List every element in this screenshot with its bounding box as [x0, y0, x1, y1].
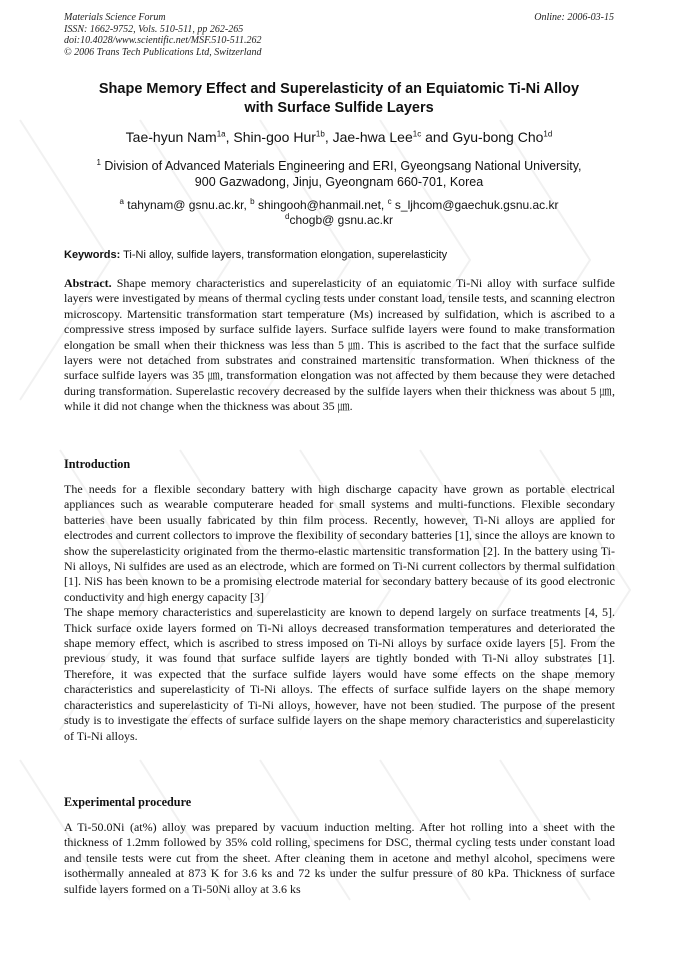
- author-affiliation-mark: 1a: [216, 129, 226, 139]
- journal-copyright: © 2006 Trans Tech Publications Ltd, Switzerland: [64, 46, 262, 58]
- journal-doi: doi:10.4028/www.scientific.net/MSF.510-511.262: [64, 35, 262, 46]
- abstract-text: Shape memory characteristics and superelasticity of an equiatomic Ti-Ni alloy with surface sulfide layers were investigated by means of thermal cycling tests under constant load, tensile tests, and scanning electron microscopy. Martensitic transformation start temperature (Ms) increased by sulfidation, which is ascribed to a compressive stress imposed by surface sulfide layers. Surface sulfide layers were found to make transformation elongation be small when their thickness was less than 5 ㎛. This is ascribed to the fact that the surface sulfide layers were not detached from substrates and constrained martensitic transformation. When thickness of the surface sulfide layers was 35 ㎛, transformation elongation was not affected by them because they were detached during transformation. Superelastic recovery decreased by the sulfide layers when their thickness was about 5 ㎛, while it did not change when the thickness was about 35 ㎛.: [64, 276, 615, 414]
- email-mark: c: [387, 197, 392, 206]
- author-separator: ,: [225, 129, 234, 145]
- title-line-2: with Surface Sulfide Layers: [244, 100, 434, 116]
- abstract-label: Abstract.: [64, 276, 112, 290]
- keywords-label: Keywords:: [64, 249, 121, 261]
- author-separator: and: [421, 129, 453, 145]
- author-name: Shin-goo Hur: [233, 129, 316, 145]
- introduction-paragraph-2: The shape memory characteristics and superelasticity are known to depend largely on surface treatments [4, 5]. Thick surface oxide layers formed on Ti-Ni alloys decreased transformation temperatures and deteriorated the shape memory effect, which is ascribed to stress imposed on Ti-Ni alloys by surface oxide layers [5]. From the previous study, it was found that surface sulfide layers are tightly bonded with Ti-Ni alloy substrates [1]. Therefore, it was expected that the surface sulfide layers would have some effects on the shape memory characteristics and superelasticity of Ti-Ni alloys. The effects of surface sulfide layers on the shape memory characteristics and superelasticity of Ti-Ni alloys, however, have not been studied. The purpose of the present study is to investigate the effects of surface sulfide layers on the shape memory characteristics and superelasticity of Ti-Ni alloys.: [64, 605, 615, 743]
- introduction-paragraph-1: The needs for a flexible secondary battery with high discharge capacity have grown as portable electrical appliances such as wearable computerare headed for small systems and multi-functions. Flexible secondary batteries have been usually fabricated by thin film process. Recently, however, Ti-Ni alloys are applied for electrodes and current collectors to improve the flexibility of secondary batteries [1], since the alloys are known to show the superelasticity originated from the thermo-elastic martensitic transformation [2]. In the battery using Ti-Ni alloys, Ni sulfides are used as an electrode, which are formed on Ti-Ni current collectors by thermal sulfidation [1]. NiS has been known to be a promising electrode material for secondary battery because of its good electronic conductivity and high energy capacity [3]: [64, 482, 615, 604]
- online-date: Online: 2006-03-15: [534, 12, 614, 23]
- email-mark: b: [250, 197, 255, 206]
- introduction-heading: Introduction: [64, 457, 131, 471]
- affiliation-line-2: 900 Gazwadong, Jinju, Gyeongnam 660-701, Korea: [194, 175, 484, 189]
- author-name: Gyu-bong Cho: [452, 129, 544, 145]
- title-line-1: Shape Memory Effect and Superelasticity of an Equiatomic Ti-Ni Alloy: [98, 81, 580, 97]
- affiliation: [64, 158, 614, 190]
- email-mark: a: [119, 197, 124, 206]
- email-b: shingooh@hanmail.net,: [257, 198, 388, 212]
- email-list: [64, 198, 614, 228]
- affiliation-mark: 1: [96, 157, 101, 167]
- experimental-body: [64, 820, 615, 897]
- email-mark: d: [284, 212, 290, 221]
- author-name: Tae-hyun Nam: [125, 129, 217, 145]
- author-list: [64, 128, 614, 146]
- abstract: [64, 276, 615, 415]
- experimental-paragraph-1: A Ti-50.0Ni (at%) alloy was prepared by vacuum induction melting. After hot rolling into a sheet with the thickness of 1.2mm followed by 35% cold rolling, specimens for DSC, thermal cycling tests under constant load and tensile tests were cut from the sheet. After cleaning them in acetone and methyl alcohol, specimens were isothermally annealed at 873 K for 3.6 ks and 72 ks under the sulfur pressure of 80 kPa. Thickness of surface sulfide layers formed on a Ti-50Ni alloy at 3.6 ks: [64, 820, 615, 896]
- author-affiliation-mark: 1d: [543, 129, 553, 139]
- author-affiliation-mark: 1c: [412, 129, 422, 139]
- author-affiliation-mark: 1b: [315, 129, 325, 139]
- keywords-text: Ti-Ni alloy, sulfide layers, transformation elongation, superelasticity: [120, 249, 448, 261]
- email-c: s_ljhcom@gaechuk.gsnu.ac.kr: [394, 198, 559, 212]
- journal-issn: ISSN: 1662-9752, Vols. 510-511, pp 262-265: [64, 23, 244, 35]
- keywords: [64, 248, 616, 262]
- email-d: chogb@ gsnu.ac.kr: [289, 213, 394, 227]
- email-a: tahynam@ gsnu.ac.kr,: [127, 198, 251, 212]
- author-name: Jae-hwa Lee: [332, 129, 413, 145]
- journal-name: Materials Science Forum: [64, 12, 166, 23]
- experimental-heading: Experimental procedure: [64, 795, 192, 809]
- journal-header: [64, 12, 262, 58]
- paper-title: [64, 80, 614, 118]
- affiliation-line-1: Division of Advanced Materials Engineering and ERI, Gyeongsang National University,: [104, 159, 582, 173]
- introduction-body: [64, 482, 615, 744]
- author-separator: ,: [324, 129, 333, 145]
